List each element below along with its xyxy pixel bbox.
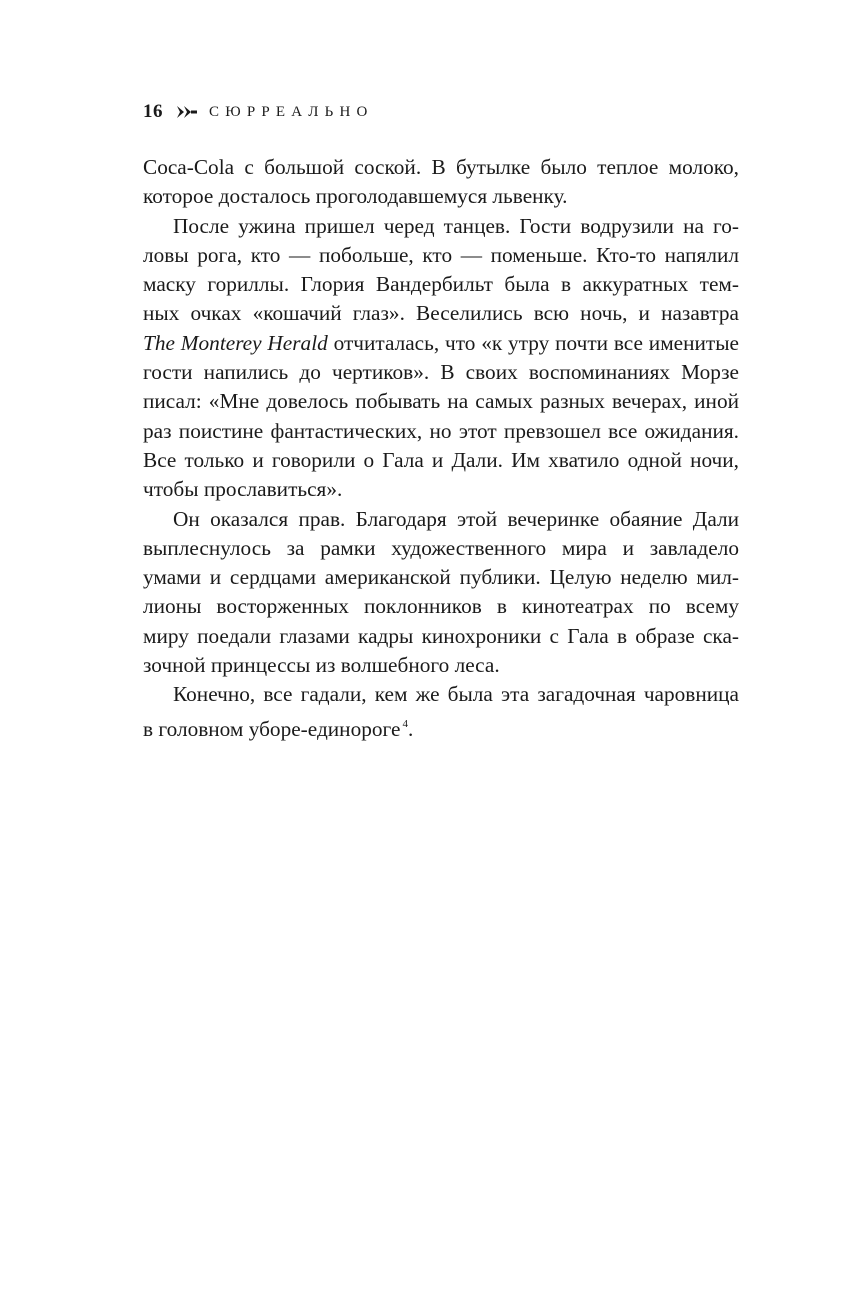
paragraph-4 xyxy=(143,680,739,739)
page-number: 16 xyxy=(143,101,163,122)
body-text xyxy=(143,153,739,739)
text-line: которое досталось проголодавшемуся львенку. xyxy=(143,184,568,209)
text-line: Coca-Cola с большой соской. В бутылке было теплое молоко, xyxy=(143,155,739,179)
text-line xyxy=(143,329,739,358)
text-line: ных очках «кошачий глаз». Веселились всю ночь, и назавтра xyxy=(143,301,739,326)
chapter-title: СЮРРЕАЛЬНО xyxy=(209,103,374,120)
text-line: Все только и говорили о Гала и Дали. Им хватило одной ночи, xyxy=(143,447,739,472)
text-line: После ужина пришел черед танцев. Гости водрузили на го- xyxy=(173,213,739,238)
paragraph-1 xyxy=(143,153,739,212)
text-line: Он оказался прав. Благодаря этой вечеринке обаяние Дали xyxy=(173,506,739,531)
footnote-marker[interactable]: 4 xyxy=(402,717,408,730)
text-line: умами и сердцами американской публики. Целую неделю мил- xyxy=(143,565,739,590)
double-arrow-ornament-icon xyxy=(177,106,197,118)
text-line: зочной принцессы из волшебного леса. xyxy=(143,653,500,678)
text-segment: отчиталась, что «к утру почти все именитые xyxy=(327,330,739,355)
text-line: лионы восторженных поклонников в кинотеатрах по всему xyxy=(143,594,739,619)
newspaper-title: The Monterey Herald xyxy=(143,330,328,355)
text-line: писал: «Мне довелось побывать на самых разных вечерах, иной xyxy=(143,389,739,414)
running-head xyxy=(143,98,374,126)
paragraph-3 xyxy=(143,505,739,681)
text-line: миру поедали глазами кадры кинохроники с Гала в образе ска- xyxy=(143,623,739,648)
text-segment: в головном уборе-единороге xyxy=(143,716,401,741)
text-line: выплеснулось за рамки художественного мира и завладело xyxy=(143,535,739,560)
text-segment: . xyxy=(407,716,414,741)
text-line: ловы рога, кто — побольше, кто — поменьше. Кто-то напялил xyxy=(143,242,739,267)
text-line: раз поистине фантастических, но этот превзошел все ожидания. xyxy=(143,418,739,443)
text-line: маску гориллы. Глория Вандербильт была в аккуратных тем- xyxy=(143,272,739,297)
text-line: чтобы прославиться». xyxy=(143,477,343,502)
text-line xyxy=(143,710,739,739)
paragraph-2 xyxy=(143,212,739,505)
text-line: гости напились до чертиков». В своих воспоминаниях Морзе xyxy=(143,360,739,385)
text-line: Конечно, все гадали, кем же была эта загадочная чаровница xyxy=(173,682,739,707)
